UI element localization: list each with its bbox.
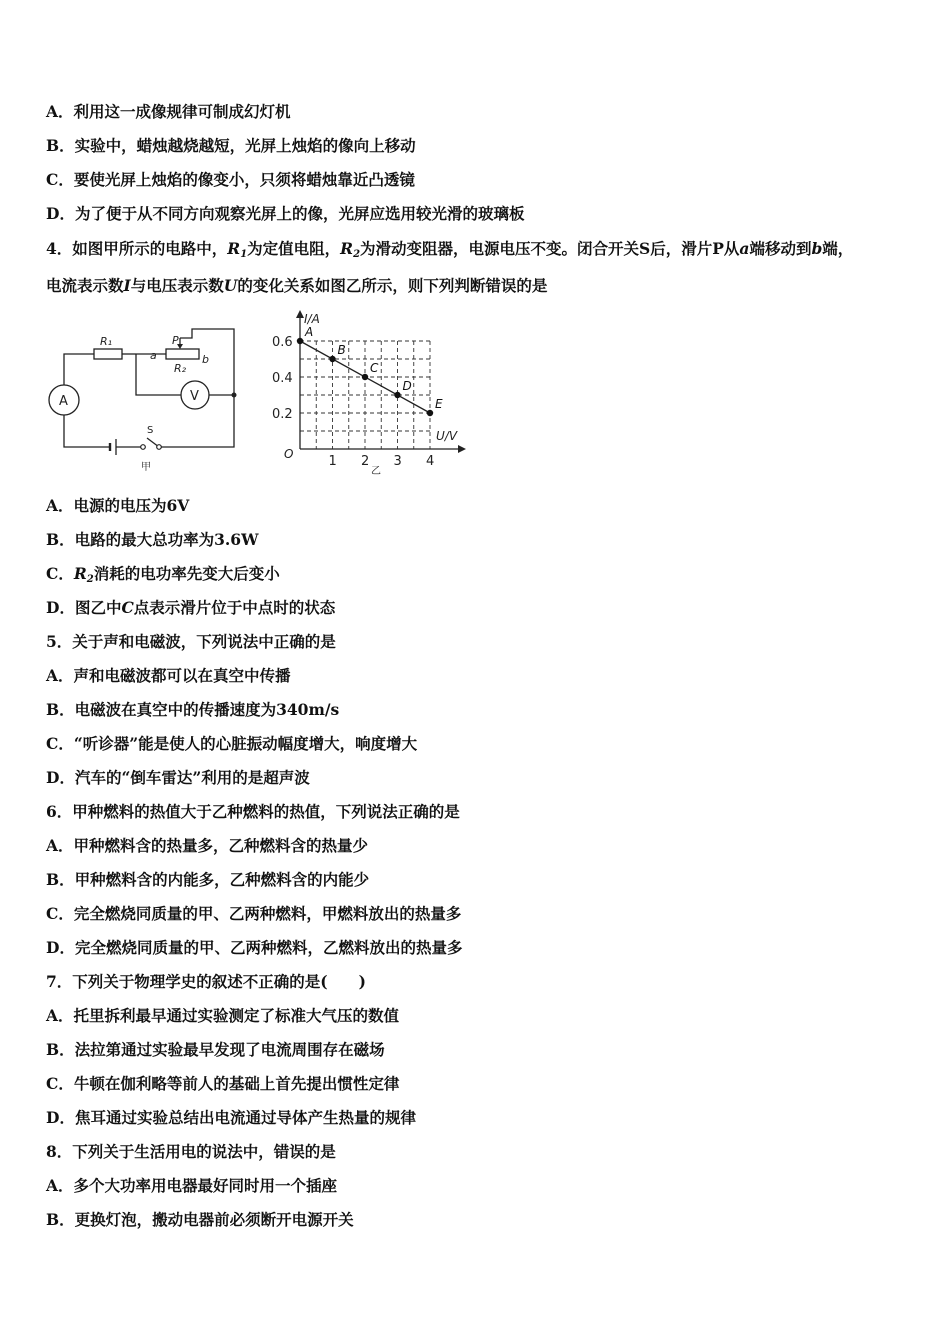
grid [300,341,430,449]
q4-r1-symbol: R [227,239,241,258]
q6-stem: 6．甲种燃料的热值大于乙种燃料的热值，下列说法正确的是 [46,802,460,821]
x-tick-label: 3 [393,454,402,469]
q5-option-a: A．声和电磁波都可以在真空中传播 [46,666,291,685]
q4-stem-text: 4．如图甲所示的电路中， [46,239,228,258]
r2-label: R₂ [174,362,187,375]
y-tick-label: 0.4 [272,371,293,386]
data-point-label: C [370,361,379,375]
resistor-r1 [94,349,122,359]
q3-option-c: C．要使光屏上烛焰的像变小，只须将蜡烛靠近凸透镜 [46,170,415,189]
q4-option-d [46,598,335,618]
q4-stem-text: 为滑动变阻器，电源电压不变。闭合开关S后，滑片P从 [360,239,740,258]
q7-stem: 7．下列关于物理学史的叙述不正确的是( ) [46,972,366,991]
data-point-label: B [337,343,346,357]
q4-b-symbol: b [811,239,823,258]
x-axis-arrow [458,445,466,453]
q4-stem-text: 与电压表示数 [130,276,224,295]
q6-option-d: D．完全燃烧同质量的甲、乙两种燃料，乙燃料放出的热量多 [46,938,463,957]
x-tick-label: 1 [328,454,337,469]
q8-option-b: B．更换灯泡，搬动电器前必须断开电源开关 [46,1210,354,1229]
q5-option-c: C．“听诊器”能是使人的心脏振动幅度增大，响度增大 [46,734,418,753]
q4-option-d-c: C [121,598,134,617]
circuit-caption: 甲 [141,462,151,473]
origin-label: O [284,447,294,461]
q7-option-d: D．焦耳通过实验总结出电流通过导体产生热量的规律 [46,1108,416,1127]
graph-caption: 乙 [371,466,381,477]
q3-option-d: D．为了便于从不同方向观察光屏上的像，光屏应选用较光滑的玻璃板 [46,204,525,223]
q5-option-d: D．汽车的“倒车雷达”利用的是超声波 [46,768,310,787]
q4-stem-text: 为定值电阻， [247,239,341,258]
data-point-d [394,392,400,398]
q4-stem-text: 端， [822,239,854,258]
q4-stem-line2 [46,276,547,296]
q7-option-c: C．牛顿在伽利略等前人的基础上首先提出惯性定律 [46,1074,400,1093]
q4-option-d-prefix: D．图乙中 [46,598,122,617]
resistor-r2 [166,349,199,359]
iu-graph [268,308,468,478]
q8-option-a: A．多个大功率用电器最好同时用一个插座 [46,1176,338,1195]
q7-option-b: B．法拉第通过实验最早发现了电流周围存在磁场 [46,1040,385,1059]
q4-r2-symbol: R [340,239,354,258]
q4-option-d-text: 点表示滑片位于中点时的状态 [133,598,336,617]
data-point-label: E [435,397,443,411]
q4-option-c [46,564,280,590]
q4-i-symbol: I [123,276,131,295]
q8-stem: 8．下列关于生活用电的说法中，错误的是 [46,1142,336,1161]
q4-option-a: A．电源的电压为6V [46,496,190,515]
data-point-b [329,356,335,362]
y-axis-label: I/A [304,312,320,326]
q6-option-b: B．甲种燃料含的内能多，乙种燃料含的内能少 [46,870,370,889]
voltmeter-label: V [190,389,199,404]
switch-contact [141,445,146,450]
q4-a-symbol: a [739,239,750,258]
q4-u-symbol: U [223,276,238,295]
q4-r2-sub: 2 [353,249,361,260]
q4-stem-text: 的变化关系如图乙所示，则下列判断错误的是 [237,276,548,295]
x-tick-label: 2 [361,454,370,469]
x-axis-label: U/V [436,429,458,443]
x-tick-label: 4 [426,454,435,469]
y-tick-label: 0.6 [272,335,293,350]
y-axis-arrow [296,310,304,318]
q4-option-c-r: R [73,564,87,583]
q5-option-b: B．电磁波在真空中的传播速度为340m/s [46,700,340,719]
circuit-diagram [44,322,249,477]
q7-option-a: A．托里拆利最早通过实验测定了标准大气压的数值 [46,1006,400,1025]
a-label: a [150,349,157,362]
q4-option-c-sub: 2 [86,574,94,585]
switch-label: S [147,425,154,436]
p-label: P [172,334,179,347]
data-point-c [362,374,368,380]
wire [64,415,110,447]
r1-label: R₁ [100,335,113,348]
q4-stem-line1 [46,239,853,265]
switch-contact [157,445,162,450]
data-point-e [427,410,433,416]
data-point-label: D [402,379,412,393]
q4-stem-text: 端移动到 [749,239,812,258]
q6-option-a: A．甲种燃料含的热量多，乙种燃料含的热量少 [46,836,369,855]
q5-stem: 5．关于声和电磁波，下列说法中正确的是 [46,632,336,651]
y-tick-label: 0.2 [272,407,293,422]
q4-option-b: B．电路的最大总功率为3.6W [46,530,259,549]
b-label: b [202,353,209,366]
q3-option-b: B．实验中，蜡烛越烧越短，光屏上烛焰的像向上移动 [46,136,416,155]
data-point-label: A [305,325,314,339]
junction-dot [232,393,237,398]
q6-option-c: C．完全燃烧同质量的甲、乙两种燃料，甲燃料放出的热量多 [46,904,462,923]
q4-r1-sub: 1 [240,249,248,260]
q4-option-c-text: 消耗的电功率先变大后变小 [93,564,280,583]
q4-stem-text: 电流表示数 [46,276,124,295]
q4-option-c-prefix: C． [46,564,74,583]
ammeter-label: A [59,394,68,409]
data-point-a [297,338,303,344]
q3-option-a: A．利用这一成像规律可制成幻灯机 [46,102,291,121]
wire [64,354,94,385]
